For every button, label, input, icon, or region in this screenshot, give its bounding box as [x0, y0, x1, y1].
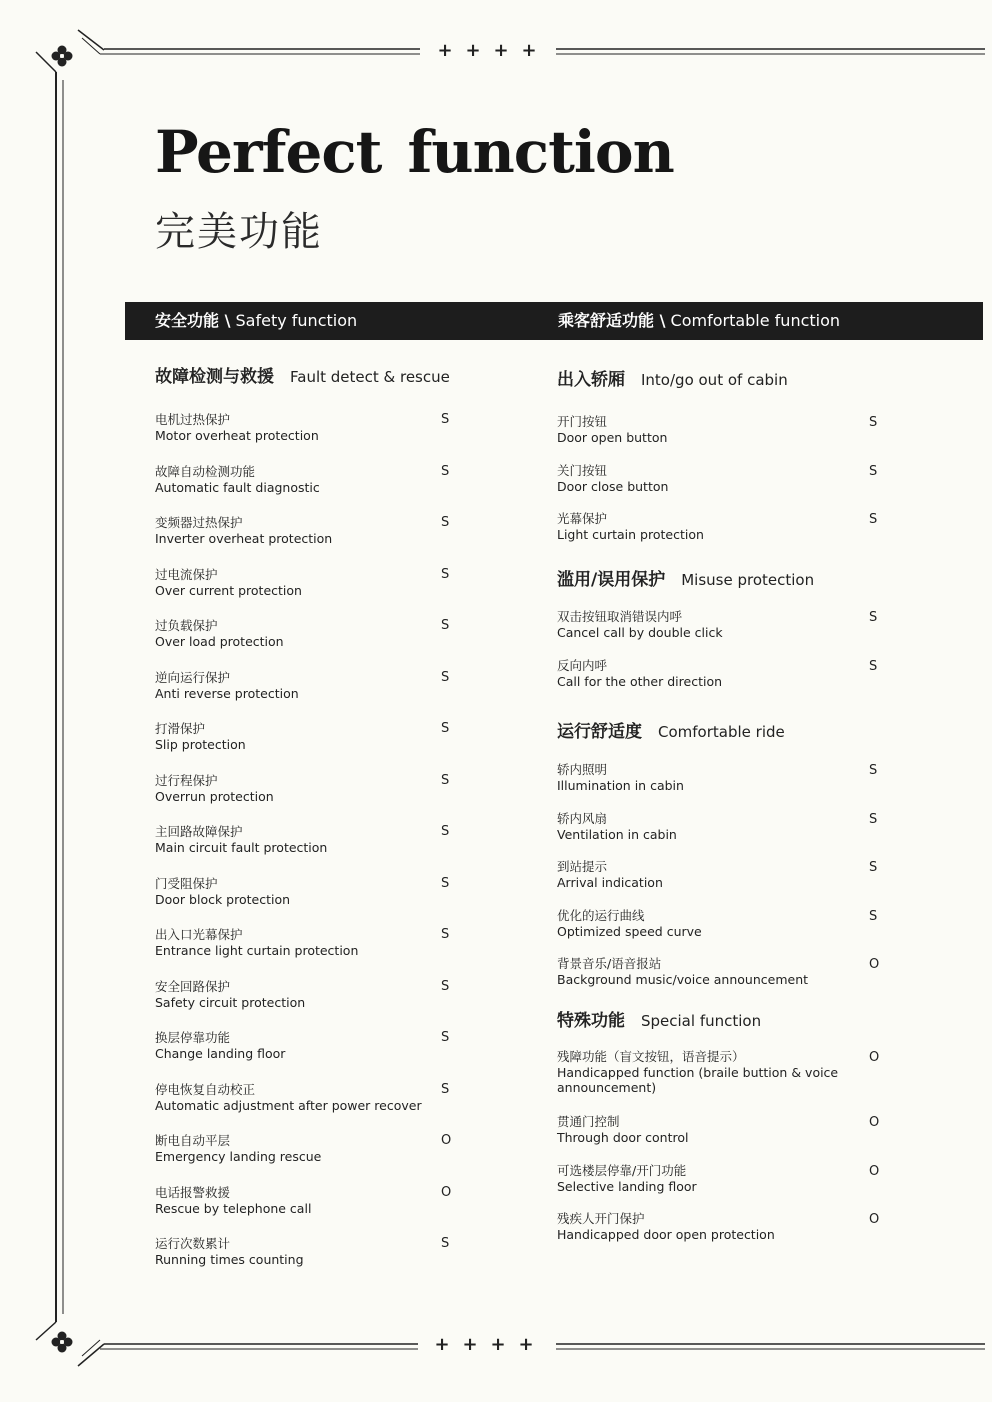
availability-mark: S [441, 1030, 450, 1045]
item-zh: 优化的运行曲线 [557, 907, 645, 923]
list-item [155, 670, 425, 701]
plus-glyph: + [518, 1334, 534, 1355]
availability-mark: S [441, 927, 450, 942]
item-zh: 残疾人开门保护 [557, 1211, 645, 1226]
item-en: Over load protection [155, 634, 284, 649]
plus-glyph: + [462, 1334, 478, 1355]
availability-mark: S [441, 618, 450, 633]
item-en: Background music/voice announcement [557, 972, 809, 987]
item-en: Emergency landing rescue [155, 1149, 322, 1164]
plus-glyph: + [437, 40, 453, 61]
header-comfort [558, 302, 840, 340]
header-safety [155, 302, 357, 340]
list-item [155, 824, 425, 855]
item-en: Door block protection [155, 892, 291, 907]
top-plus-ornament [437, 40, 537, 61]
header-comfort-en: Comfortable function [670, 311, 841, 330]
availability-mark: S [869, 463, 878, 479]
item-zh: 断电自动平层 [155, 1133, 231, 1148]
title-word-2: function [407, 118, 674, 186]
item-en: Optimized speed curve [557, 923, 702, 939]
availability-mark: S [441, 670, 450, 685]
header-bar [125, 302, 983, 340]
list-item [557, 1114, 842, 1145]
item-zh: 开门按钮 [557, 414, 608, 429]
safety-section-heading [155, 362, 450, 387]
list-item [557, 414, 842, 445]
item-en: Main circuit fault protection [155, 840, 328, 855]
list-item [557, 956, 842, 987]
item-en: Rescue by telephone call [155, 1201, 312, 1216]
section-heading-zh: 滥用/误用保护 [557, 570, 666, 590]
item-en: Door open button [557, 430, 668, 445]
list-item [557, 762, 842, 793]
item-zh: 停电恢复自动校正 [155, 1082, 256, 1097]
item-en: Safety circuit protection [155, 995, 306, 1010]
availability-mark: O [869, 1050, 880, 1065]
list-item [557, 658, 842, 689]
item-zh: 过行程保护 [155, 773, 218, 788]
item-zh: 轿内风扇 [557, 810, 608, 826]
availability-mark: S [869, 908, 878, 924]
item-en: Illumination in cabin [557, 778, 684, 793]
list-item [155, 1133, 425, 1164]
section-heading-en: Misuse protection [681, 571, 815, 589]
item-en: Automatic fault diagnostic [155, 480, 320, 495]
plus-glyph: + [521, 40, 537, 61]
comfort-section-heading [557, 1006, 761, 1031]
item-en: Ventilation in cabin [557, 826, 677, 842]
list-item [155, 1082, 425, 1113]
list-item [155, 1236, 425, 1267]
availability-mark: O [869, 957, 880, 972]
list-item [155, 567, 425, 598]
availability-mark: S [441, 1082, 450, 1097]
item-zh: 逆向运行保护 [155, 670, 231, 685]
item-zh: 主回路故障保护 [155, 824, 243, 839]
item-zh: 打滑保护 [155, 721, 206, 736]
availability-mark: S [441, 773, 450, 788]
item-zh: 背景音乐/语音报站 [557, 956, 662, 971]
item-zh: 贯通门控制 [557, 1114, 620, 1129]
item-en: Arrival indication [557, 875, 663, 890]
item-zh: 关门按钮 [557, 462, 608, 478]
item-en: Through door control [557, 1130, 689, 1145]
availability-mark: O [441, 1185, 452, 1200]
clover-ornament-icon [52, 1332, 73, 1353]
availability-mark: S [869, 415, 878, 430]
section-heading-zh: 运行舒适度 [557, 722, 642, 742]
availability-mark: S [441, 515, 450, 530]
item-en: Entrance light curtain protection [155, 943, 359, 958]
plus-glyph: + [434, 1334, 450, 1355]
item-zh: 故障自动检测功能 [155, 464, 256, 479]
item-en: Motor overheat protection [155, 428, 319, 443]
item-en: Cancel call by double click [557, 625, 723, 640]
list-item [557, 908, 842, 939]
list-item [557, 859, 842, 890]
section-heading-zh: 故障检测与救援 [155, 367, 274, 387]
availability-mark: S [441, 824, 450, 839]
item-en: Call for the other direction [557, 673, 723, 689]
item-zh: 过电流保护 [155, 567, 218, 582]
comfort-section-heading [557, 565, 814, 590]
list-item [155, 773, 425, 804]
availability-mark: S [441, 567, 450, 582]
availability-mark: S [441, 876, 450, 891]
list-item [557, 463, 842, 494]
item-en: Over current protection [155, 583, 302, 598]
item-zh: 光幕保护 [557, 511, 608, 526]
item-zh: 换层停靠功能 [155, 1030, 231, 1045]
item-en: Anti reverse protection [155, 686, 299, 701]
list-item [557, 1049, 842, 1095]
item-zh: 运行次数累计 [155, 1236, 231, 1251]
list-item [155, 515, 425, 546]
availability-mark: O [869, 1115, 880, 1130]
list-item [155, 464, 425, 495]
availability-mark: S [869, 860, 878, 875]
item-en: Change landing floor [155, 1046, 286, 1061]
item-en: Running times counting [155, 1252, 304, 1267]
title-word-1: Perfect [155, 118, 382, 186]
list-item [557, 1211, 842, 1242]
list-item [155, 927, 425, 958]
item-en: Slip protection [155, 737, 246, 752]
item-en: Handicapped door open protection [557, 1227, 775, 1242]
section-heading-en: Comfortable ride [658, 723, 785, 741]
item-zh: 反向内呼 [557, 657, 608, 673]
list-item [155, 721, 425, 752]
availability-mark: O [869, 1212, 880, 1227]
list-item [155, 1185, 425, 1216]
list-item [155, 412, 425, 443]
availability-mark: S [441, 721, 450, 736]
availability-mark: S [869, 811, 878, 827]
item-zh: 双击按钮取消错误内呼 [557, 609, 683, 624]
item-en: Inverter overheat protection [155, 531, 333, 546]
item-en: Door close button [557, 478, 669, 494]
item-en: Selective landing floor [557, 1178, 697, 1194]
plus-glyph: + [490, 1334, 506, 1355]
availability-mark: S [869, 512, 878, 527]
item-en: Overrun protection [155, 789, 274, 804]
item-zh: 安全回路保护 [155, 979, 231, 994]
availability-mark: S [869, 763, 878, 778]
header-safety-zh: 安全功能 \ [155, 311, 231, 330]
availability-mark: S [441, 464, 450, 479]
page-title-chinese: 完美功能 [155, 209, 323, 255]
list-item [155, 618, 425, 649]
availability-mark: S [441, 1236, 450, 1251]
availability-mark: O [869, 1163, 880, 1179]
clover-ornament-icon [52, 46, 73, 67]
item-zh: 残障功能（盲文按钮，语音提示） [557, 1049, 745, 1064]
list-item [155, 1030, 425, 1061]
header-safety-en: Safety function [235, 311, 358, 330]
item-zh: 过负载保护 [155, 618, 218, 633]
availability-mark: S [869, 610, 878, 625]
item-en: Handicapped function (braile buttion & voice announcement) [557, 1065, 839, 1095]
plus-glyph: + [493, 40, 509, 61]
item-zh: 可选楼层停靠/开门功能 [557, 1162, 687, 1178]
plus-glyph: + [465, 40, 481, 61]
comfort-section-heading [557, 365, 788, 390]
item-zh: 电话报警救援 [155, 1185, 231, 1200]
availability-mark: S [869, 658, 878, 674]
bottom-plus-ornament [434, 1334, 534, 1355]
list-item [557, 811, 842, 842]
header-comfort-zh: 乘客舒适功能 \ [558, 311, 666, 330]
item-en: Automatic adjustment after power recover [155, 1098, 422, 1113]
item-zh: 电机过热保护 [155, 412, 231, 427]
item-zh: 轿内照明 [557, 762, 608, 777]
availability-mark: S [441, 979, 450, 994]
list-item [557, 511, 842, 542]
section-heading-en: Fault detect & rescue [290, 368, 450, 386]
section-heading-en: Special function [641, 1012, 762, 1030]
list-item [557, 1163, 842, 1194]
comfort-section-heading [557, 717, 785, 742]
item-zh: 变频器过热保护 [155, 515, 243, 530]
section-heading-zh: 出入轿厢 [557, 370, 625, 390]
section-heading-zh: 特殊功能 [557, 1011, 625, 1031]
list-item [155, 979, 425, 1010]
item-zh: 到站提示 [557, 859, 608, 874]
section-heading-en: Into/go out of cabin [641, 371, 788, 389]
item-en: Light curtain protection [557, 527, 704, 542]
item-zh: 门受阻保护 [155, 876, 218, 891]
list-item [557, 609, 842, 640]
availability-mark: S [441, 412, 450, 427]
page-title [155, 118, 674, 186]
list-item [155, 876, 425, 907]
item-zh: 出入口光幕保护 [155, 927, 243, 942]
availability-mark: O [441, 1133, 452, 1148]
